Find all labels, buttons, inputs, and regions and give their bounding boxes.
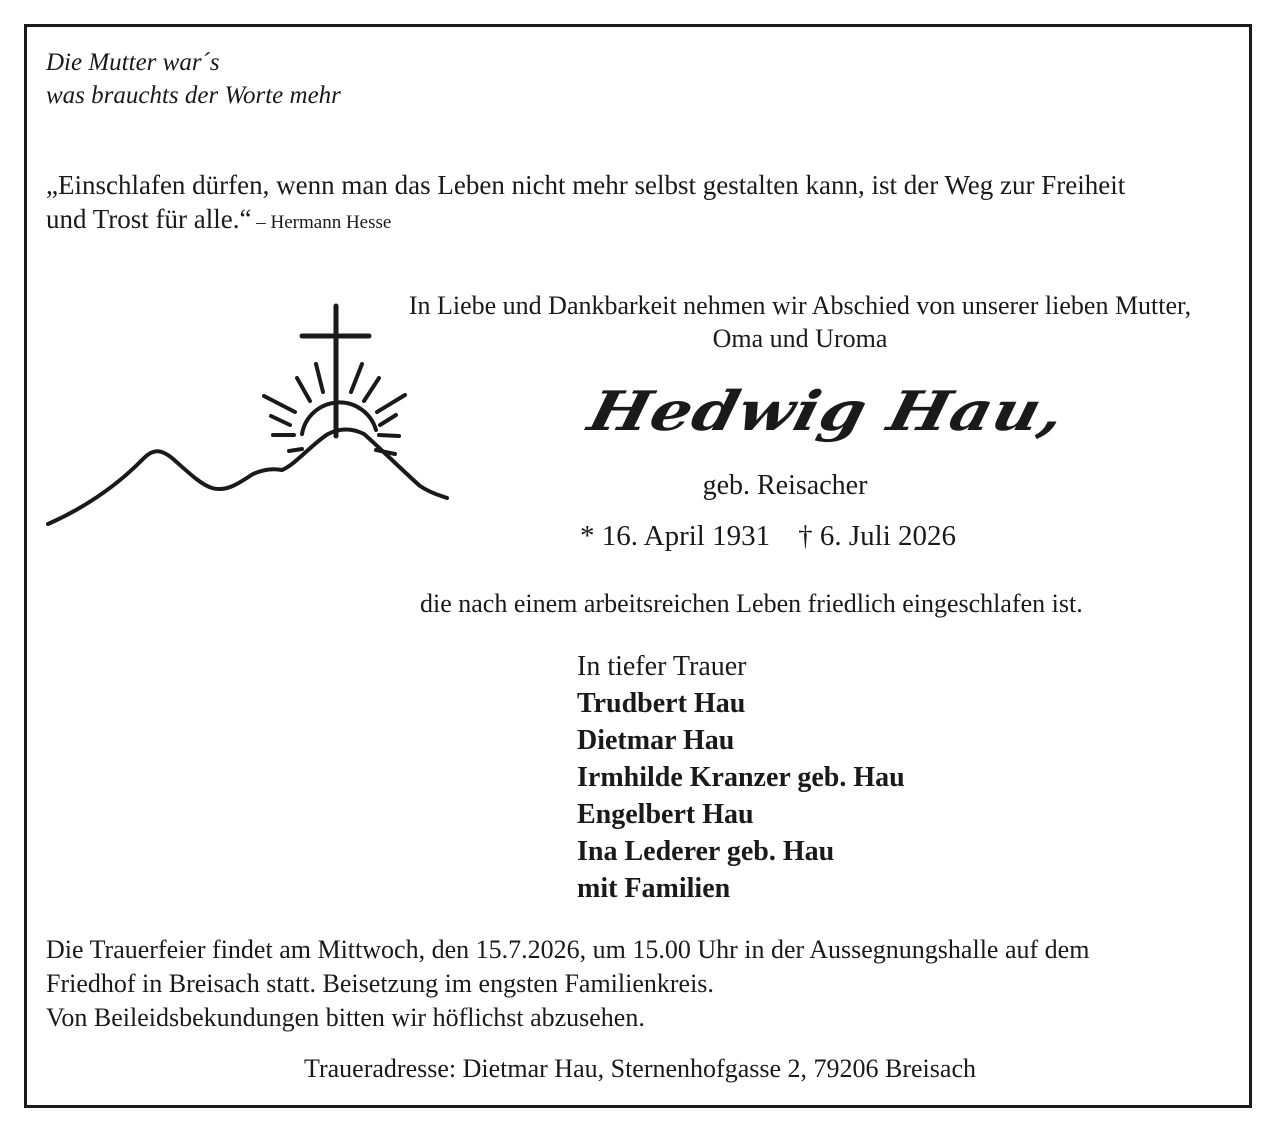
mourners-list <box>577 648 905 907</box>
quote-line-text: und Trost für alle.“ <box>46 204 252 234</box>
mourner-name: Irmhilde Kranzer geb. Hau <box>577 762 905 793</box>
mourning-address: Traueradresse: Dietmar Hau, Sternenhofgasse 2, 79206 Breisach <box>304 1054 976 1083</box>
service-line: Friedhof in Breisach statt. Beisetzung im engsten Familienkreis. <box>46 969 714 998</box>
service-line: Von Beileidsbekundungen bitten wir höflichst abzusehen. <box>46 1003 645 1032</box>
mourner-name: Engelbert Hau <box>577 799 754 830</box>
motto-line: Die Mutter war´s <box>46 49 220 76</box>
life-dates <box>580 517 956 555</box>
mourner-name: mit Familien <box>577 873 731 904</box>
intro-line: Oma und Uroma <box>712 324 888 353</box>
quote-author: – Hermann Hesse <box>251 212 392 233</box>
mourner-name: Trudbert Hau <box>577 688 746 719</box>
motto <box>46 46 341 112</box>
deceased-name: Hedwig Hau, <box>582 379 1073 444</box>
birth-date: * 16. April 1931 <box>580 520 771 552</box>
hesse-quote <box>46 168 1125 240</box>
funeral-service-info <box>46 933 1089 1035</box>
motto-line: was brauchts der Worte mehr <box>46 82 341 109</box>
mourning-intro: In tiefer Trauer <box>577 651 747 682</box>
maiden-name: geb. Reisacher <box>702 470 868 501</box>
passing-statement: die nach einem arbeitsreichen Leben friedlich eingeschlafen ist. <box>420 589 1083 618</box>
quote-line: „Einschlafen dürfen, wenn man das Leben nicht mehr selbst gestalten kann, ist der Weg zur Freiheit <box>46 170 1126 200</box>
death-date: † 6. Juli 2026 <box>798 520 957 552</box>
intro-line: In Liebe und Dankbarkeit nehmen wir Abschied von unserer lieben Mutter, <box>408 291 1192 320</box>
mourner-name: Dietmar Hau <box>577 725 735 756</box>
service-line: Die Trauerfeier findet am Mittwoch, den 15.7.2026, um 15.00 Uhr in der Aussegnungshalle auf dem <box>46 935 1090 964</box>
mourner-name: Ina Lederer geb. Hau <box>577 836 835 867</box>
farewell-intro <box>366 289 1234 355</box>
quote-line <box>46 202 1125 240</box>
